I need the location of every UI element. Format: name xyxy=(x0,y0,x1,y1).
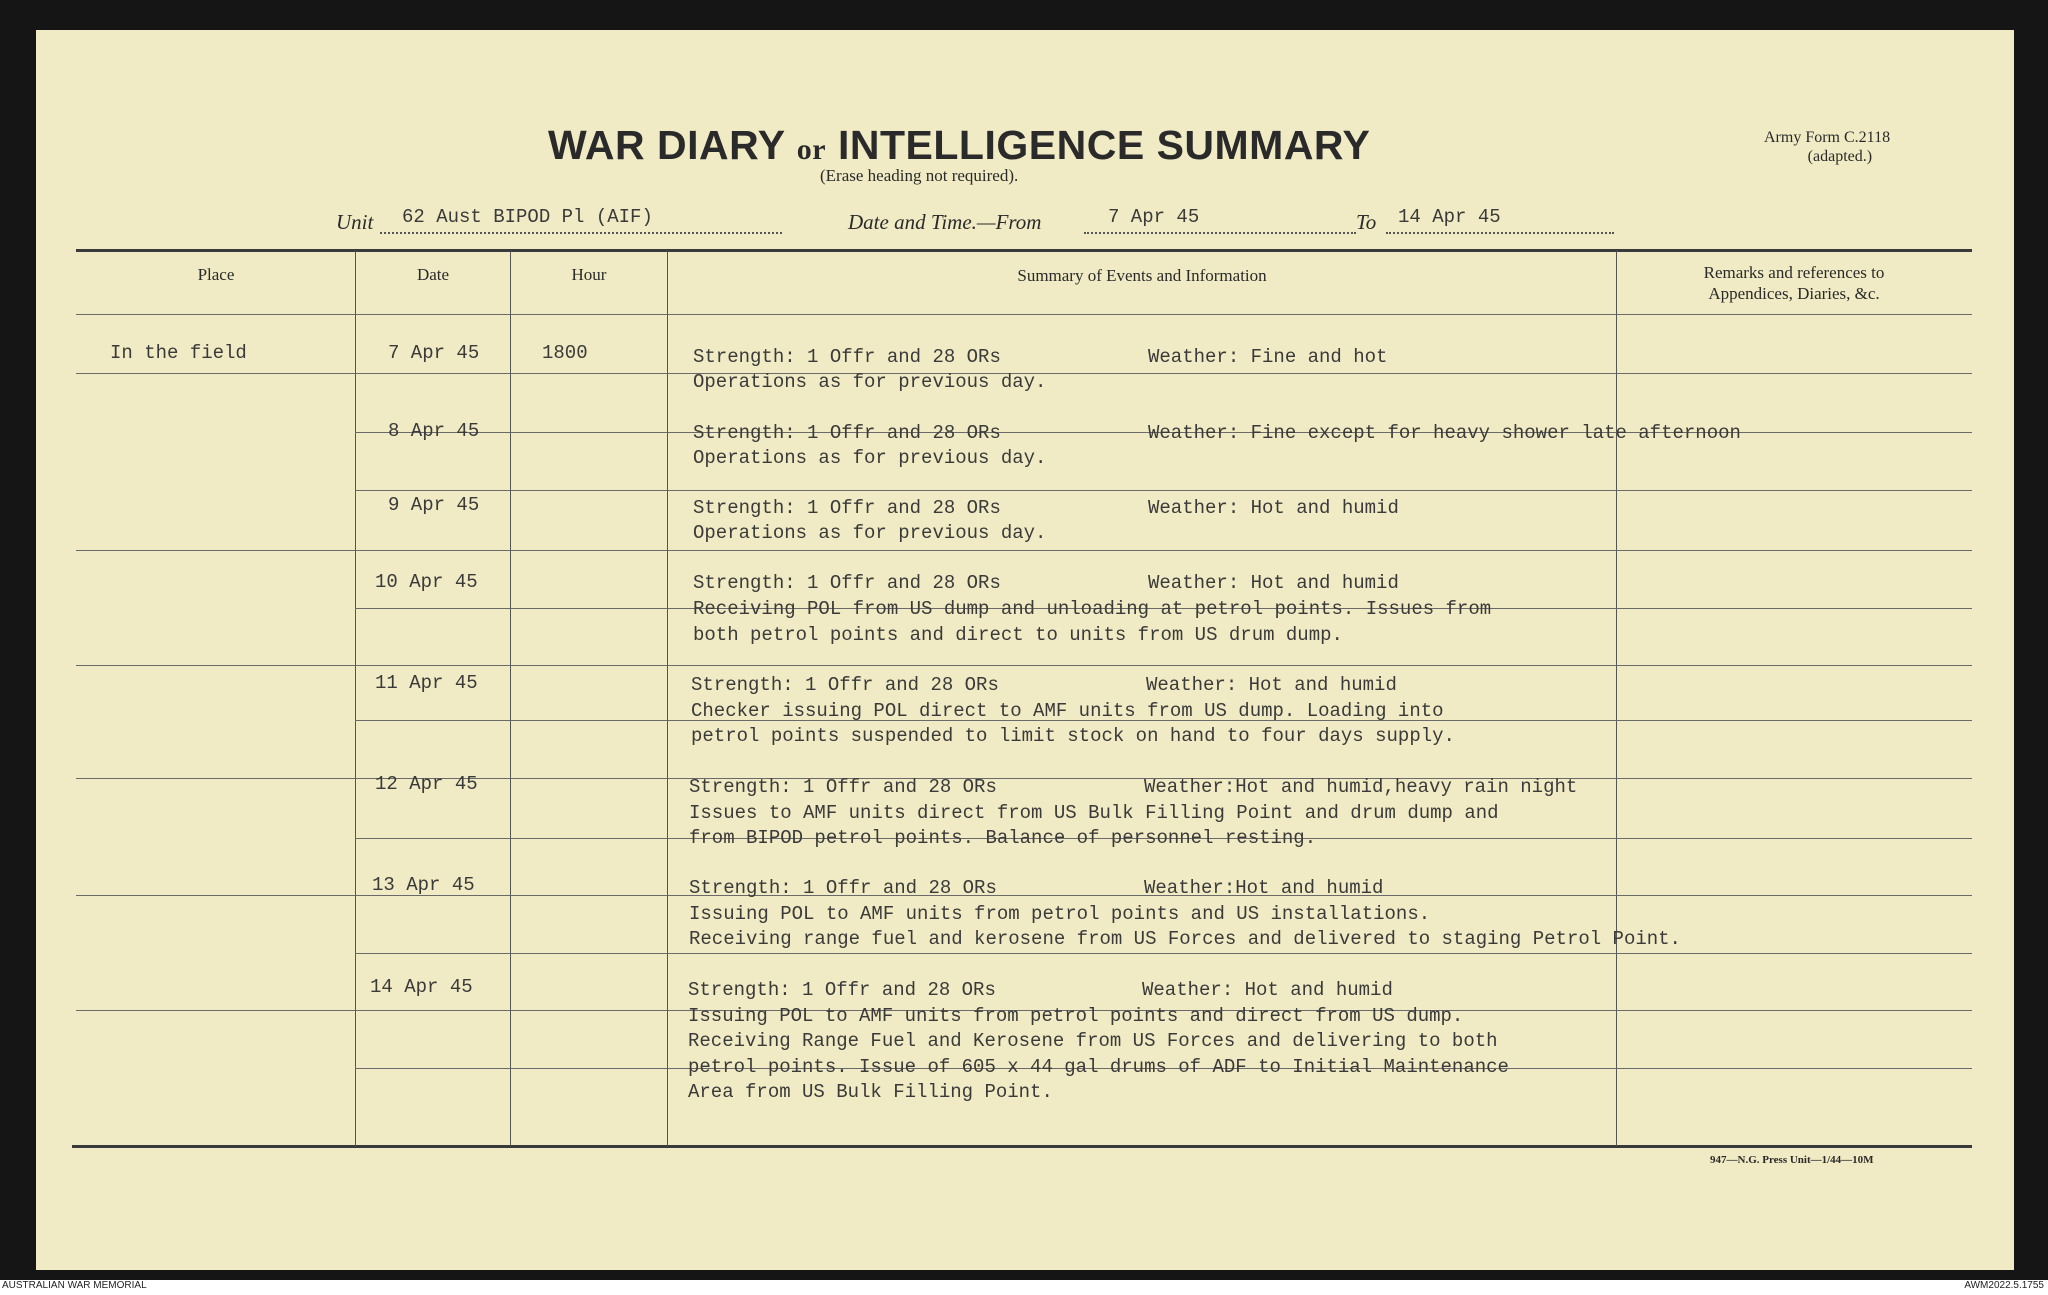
table-bottom-rule xyxy=(72,1145,1972,1148)
background-edge xyxy=(2014,0,2048,1295)
entry-line: Operations as for previous day. xyxy=(693,371,1047,393)
entry-line: from BIPOD petrol points. Balance of personnel resting. xyxy=(689,827,1317,849)
date-label: Date and Time.—From xyxy=(848,210,1042,234)
entry-date: 10 Apr 45 xyxy=(375,571,478,593)
col-header-date: Date xyxy=(416,265,450,284)
table-top-rule xyxy=(76,249,1972,252)
entry-line: Receiving POL from US dump and unloading at petrol points. Issues from xyxy=(693,598,1492,620)
entry-weather: Weather: Hot and humid xyxy=(1148,572,1399,594)
form-reference: Army Form C.2118 (adapted.) xyxy=(1764,129,1891,165)
entry-strength: Strength: 1 Offr and 28 ORs xyxy=(693,346,1001,368)
archive-footer xyxy=(0,1280,2048,1295)
entry-strength: Strength: 1 Offr and 28 ORs xyxy=(689,776,997,798)
entry-place: In the field xyxy=(110,342,247,364)
col-header-summary: Summary of Events and Information xyxy=(1017,266,1267,285)
footer-id: AWM2022.5.1755 xyxy=(1964,1280,2044,1291)
entry-weather: Weather: Fine except for heavy shower late afternoon xyxy=(1148,422,1741,444)
footer-source: AUSTRALIAN WAR MEMORIAL xyxy=(2,1280,147,1291)
entry-strength: Strength: 1 Offr and 28 ORs xyxy=(693,572,1001,594)
entry-weather: Weather: Hot and humid xyxy=(1142,979,1393,1001)
entry-strength: Strength: 1 Offr and 28 ORs xyxy=(688,979,996,1001)
entry-strength: Strength: 1 Offr and 28 ORs xyxy=(691,674,999,696)
entry-date: 14 Apr 45 xyxy=(370,976,473,998)
to-date-value: 14 Apr 45 xyxy=(1398,206,1501,228)
printer-mark: 947—N.G. Press Unit—1/44—10M xyxy=(1710,1154,1874,1166)
entry-strength: Strength: 1 Offr and 28 ORs xyxy=(693,422,1001,444)
entry-date: 13 Apr 45 xyxy=(372,874,475,896)
entry-line: Area from US Bulk Filling Point. xyxy=(688,1081,1053,1103)
page-title: WAR DIARY or INTELLIGENCE SUMMARY xyxy=(548,122,1371,168)
col-header-place: Place xyxy=(197,265,235,284)
from-date-value: 7 Apr 45 xyxy=(1108,206,1200,228)
entry-line: Receiving range fuel and kerosene from US Forces and delivered to staging Petrol Point. xyxy=(689,928,1681,950)
entry-weather: Weather: Hot and humid xyxy=(1148,497,1399,519)
entry-date: 12 Apr 45 xyxy=(375,773,478,795)
entry-line: petrol points. Issue of 605 x 44 gal drums of ADF to Initial Maintenance xyxy=(688,1056,1509,1078)
entry-line: petrol points suspended to limit stock on hand to four days supply. xyxy=(691,725,1455,747)
entry-hour: 1800 xyxy=(542,342,588,364)
entry-date: 8 Apr 45 xyxy=(388,420,480,442)
entry-line: Issuing POL to AMF units from petrol points and direct from US dump. xyxy=(688,1005,1464,1027)
entry-weather: Weather:Hot and humid xyxy=(1144,877,1384,899)
entry-line: Checker issuing POL direct to AMF units from US dump. Loading into xyxy=(691,700,1444,722)
entry-weather: Weather:Hot and humid,heavy rain night xyxy=(1144,776,1578,798)
col-header-hour: Hour xyxy=(571,265,607,284)
to-label: To xyxy=(1356,210,1377,234)
unit-label: Unit xyxy=(336,210,374,234)
entry-date: 9 Apr 45 xyxy=(388,494,480,516)
entry-date: 11 Apr 45 xyxy=(375,672,478,694)
entry-line: Operations as for previous day. xyxy=(693,522,1047,544)
col-header-remarks: Remarks and references to Appendices, Diaries, &c. xyxy=(1703,263,1885,303)
entry-line: Issues to AMF units direct from US Bulk Filling Point and drum dump and xyxy=(689,802,1499,824)
entry-weather: Weather: Hot and humid xyxy=(1146,674,1397,696)
entry-line: both petrol points and direct to units from US drum dump. xyxy=(693,624,1343,646)
entry-line: Issuing POL to AMF units from petrol points and US installations. xyxy=(689,903,1431,925)
entry-line: Operations as for previous day. xyxy=(693,447,1047,469)
entry-line: Receiving Range Fuel and Kerosene from US Forces and delivering to both xyxy=(688,1030,1498,1052)
entry-date: 7 Apr 45 xyxy=(388,342,480,364)
page-subtitle: (Erase heading not required). xyxy=(820,166,1019,185)
entry-strength: Strength: 1 Offr and 28 ORs xyxy=(689,877,997,899)
entry-strength: Strength: 1 Offr and 28 ORs xyxy=(693,497,1001,519)
unit-value: 62 Aust BIPOD Pl (AIF) xyxy=(402,206,653,228)
entry-weather: Weather: Fine and hot xyxy=(1148,346,1388,368)
